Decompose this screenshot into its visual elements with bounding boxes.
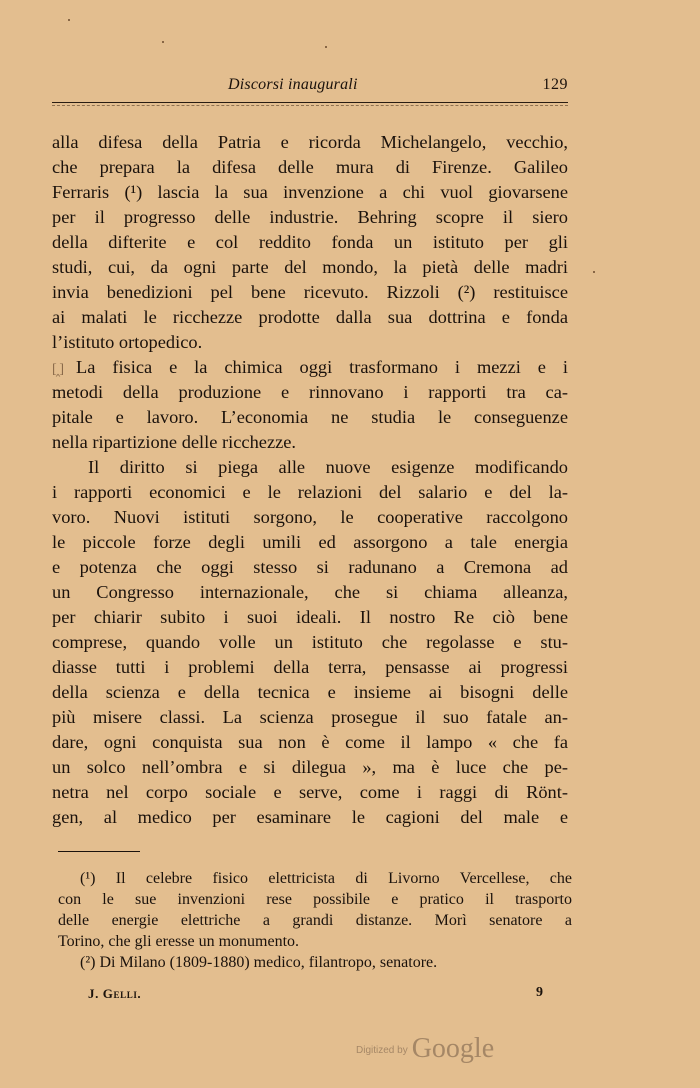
text-line-content: La fisica e la chimica oggi trasformano i mezzi e i (76, 357, 568, 377)
text-line: comprese, quando volle un istituto che regolasse e stu- (52, 632, 568, 652)
text-line (52, 355, 568, 380)
header-rule-secondary (52, 105, 568, 106)
text-line: l’istituto ortopedico. (52, 332, 203, 352)
text-line: per chiarir subito i suoi ideali. Il nostro Re ciò bene (52, 607, 568, 627)
footnote-line: delle energie elettriche a grandi distanze. Morì senatore a (58, 912, 572, 929)
page-header (52, 76, 568, 98)
footnote-separator (58, 851, 140, 852)
text-line: le piccole forze degli umili ed assorgono a tale energia (52, 532, 568, 552)
text-line: invia benedizioni pel bene ricevuto. Rizzoli (²) restituisce (52, 282, 568, 302)
paragraph-ornament-icon: [‸] (52, 362, 64, 377)
text-line: della scienza e della tecnica e insieme ai bisogni delle (52, 682, 568, 702)
scan-speck (162, 41, 164, 43)
text-line: diasse tutti i problemi della terra, pensasse ai progressi (52, 657, 568, 677)
text-line: che prepara la difesa delle mura di Firenze. Galileo (52, 157, 568, 177)
footnote-line: Torino, che gli eresse un monumento. (58, 933, 300, 950)
text-line: un Congresso internazionale, che si chiama alleanza, (52, 582, 568, 602)
text-line: studi, cui, da ogni parte del mondo, la pietà delle madri (52, 257, 568, 277)
watermark-prefix: Digitized by (356, 1045, 408, 1056)
text-line: della difterite e col reddito fonda un istituto per gli (52, 232, 568, 252)
text-line: voro. Nuovi istituti sorgono, le cooperative raccolgono (52, 507, 568, 527)
text-line: dare, ogni conquista sua non è come il lampo « che fa (52, 732, 568, 752)
text-line: metodi della produzione e rinnovano i rapporti tra ca- (52, 382, 568, 402)
text-line: i rapporti economici e le relazioni del salario e del la- (52, 482, 568, 502)
text-line: netra nel corpo sociale e serve, come i raggi di Rönt- (52, 782, 568, 802)
text-line: nella ripartizione delle ricchezze. (52, 432, 297, 452)
sheet-number: 9 (536, 985, 543, 1000)
footnote-line: (²) Di Milano (1809-1880) medico, filantropo, senatore. (80, 954, 438, 971)
text-line: gen, al medico per esaminare le cagioni del male e (52, 807, 568, 827)
text-line: e potenza che oggi stesso si radunano a Cremona ad (52, 557, 568, 577)
text-line: più misere classi. La scienza prosegue il suo fatale an- (52, 707, 568, 727)
footnotes (58, 868, 572, 973)
scan-speck (325, 46, 327, 48)
text-line: Il diritto si piega alle nuove esigenze modificando (88, 457, 568, 477)
footnote-line: con le sue invenzioni rese possibile e pratico il trasporto (58, 891, 572, 908)
running-title: Discorsi inaugurali (228, 76, 358, 93)
header-rule (52, 102, 568, 103)
scan-speck (68, 19, 70, 21)
text-line: un solco nell’ombra e si dilegua », ma è luce che pe- (52, 757, 568, 777)
printer-signature: J. Gelli. (88, 986, 142, 1001)
body-text (52, 130, 568, 830)
page-number: 129 (542, 76, 568, 93)
text-line: ai malati le ricchezze prodotte dalla sua dottrina e fonda (52, 307, 568, 327)
text-line: pitale e lavoro. L’economia ne studia le conseguenze (52, 407, 568, 427)
text-line: alla difesa della Patria e ricorda Michelangelo, vecchio, (52, 132, 568, 152)
scan-speck (593, 271, 595, 273)
text-line: per il progresso delle industrie. Behring scopre il siero (52, 207, 568, 227)
footnote-line: (¹) Il celebre fisico elettricista di Livorno Vercellese, che (80, 870, 572, 887)
digitized-watermark (356, 1033, 494, 1065)
text-line: Ferraris (¹) lascia la sua invenzione a chi vuol giovarsene (52, 182, 568, 202)
google-logo: Google (411, 1033, 495, 1064)
